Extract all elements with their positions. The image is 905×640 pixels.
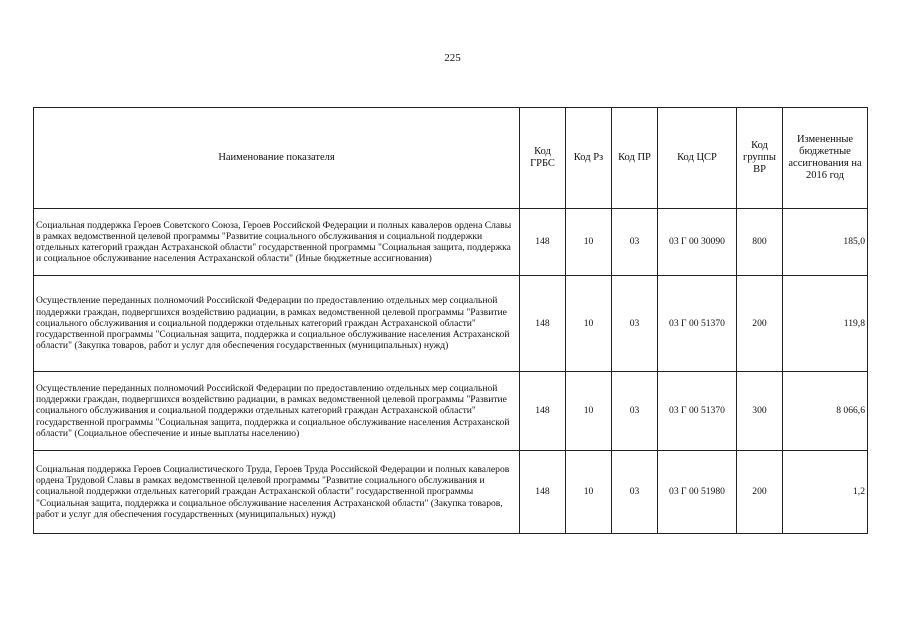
row-name: Осуществление переданных полномочий Российской Федерации по предоставлению отдельных мер социальной поддержки граждан, подвергшихся воздействию радиации, в рамках ведомственной целевой программы "Развитие социального обслуживания и социальной поддержки отдельных категорий граждан Астраханской области" государственной программы "Социальная защита, поддержка и социальное обслуживание населения Астраханской области" (Закупка товаров, работ и услуг для обеспечения государственных (муниципальных) нужд) bbox=[34, 276, 520, 372]
row-amount: 8 066,6 bbox=[783, 372, 868, 451]
row-name: Осуществление переданных полномочий Российской Федерации по предоставлению отдельных мер социальной поддержки граждан, подвергшихся воздействию радиации, в рамках ведомственной целевой программы "Развитие социального обслуживания и социальной поддержки отдельных категорий граждан Астраханской области" государственной программы "Социальная защита, поддержка и социальное обслуживание населения Астраханской области" (Социальное обеспечение и иные выплаты населению) bbox=[34, 372, 520, 451]
row-vr: 300 bbox=[737, 372, 783, 451]
row-amount: 119,8 bbox=[783, 276, 868, 372]
row-name: Социальная поддержка Героев Советского Союза, Героев Российской Федерации и полных кавалеров ордена Славы в рамках ведомственной целевой программы "Развитие социального обслуживания и социальной поддержки отдельных категорий граждан Астраханской области" государственной программы "Социальная защита, поддержка и социальное обслуживание населения Астраханской области" (Иные бюджетные ассигнования) bbox=[34, 209, 520, 276]
header-amount: Измененные бюджетные ассигнования на 2016 год bbox=[783, 108, 868, 209]
row-grbs: 148 bbox=[520, 372, 566, 451]
row-pr: 03 bbox=[612, 372, 658, 451]
row-grbs: 148 bbox=[520, 209, 566, 276]
table-row bbox=[34, 276, 868, 372]
row-csr: 03 Г 00 30090 bbox=[658, 209, 737, 276]
row-vr: 200 bbox=[737, 276, 783, 372]
page-number: 225 bbox=[444, 52, 461, 64]
header-csr: Код ЦСР bbox=[658, 108, 737, 209]
row-rz: 10 bbox=[566, 209, 612, 276]
header-name: Наименование показателя bbox=[34, 108, 520, 209]
row-name: Социальная поддержка Героев Социалистического Труда, Героев Труда Российской Федерации и полных кавалеров ордена Трудовой Славы в рамках ведомственной целевой программы "Развитие социального обслуживания и социальной поддержки отдельных категорий граждан Астраханской области" государственной программы "Социальная защита, поддержка и социальное обслуживание населения Астраханской области" (Закупка товаров, работ и услуг для обеспечения государственных (муниципальных) нужд) bbox=[34, 451, 520, 534]
row-pr: 03 bbox=[612, 451, 658, 534]
table-row bbox=[34, 209, 868, 276]
row-csr: 03 Г 00 51370 bbox=[658, 372, 737, 451]
row-vr: 800 bbox=[737, 209, 783, 276]
row-rz: 10 bbox=[566, 372, 612, 451]
table-header-row bbox=[34, 108, 868, 209]
header-rz: Код Рз bbox=[566, 108, 612, 209]
header-grbs: Код ГРБС bbox=[520, 108, 566, 209]
row-amount: 185,0 bbox=[783, 209, 868, 276]
row-pr: 03 bbox=[612, 276, 658, 372]
table-row bbox=[34, 372, 868, 451]
row-rz: 10 bbox=[566, 451, 612, 534]
row-amount: 1,2 bbox=[783, 451, 868, 534]
row-grbs: 148 bbox=[520, 451, 566, 534]
row-rz: 10 bbox=[566, 276, 612, 372]
row-pr: 03 bbox=[612, 209, 658, 276]
header-vr: Код группы ВР bbox=[737, 108, 783, 209]
table-row bbox=[34, 451, 868, 534]
header-pr: Код ПР bbox=[612, 108, 658, 209]
row-grbs: 148 bbox=[520, 276, 566, 372]
row-vr: 200 bbox=[737, 451, 783, 534]
row-csr: 03 Г 00 51370 bbox=[658, 276, 737, 372]
budget-table bbox=[33, 107, 868, 534]
row-csr: 03 Г 00 51980 bbox=[658, 451, 737, 534]
